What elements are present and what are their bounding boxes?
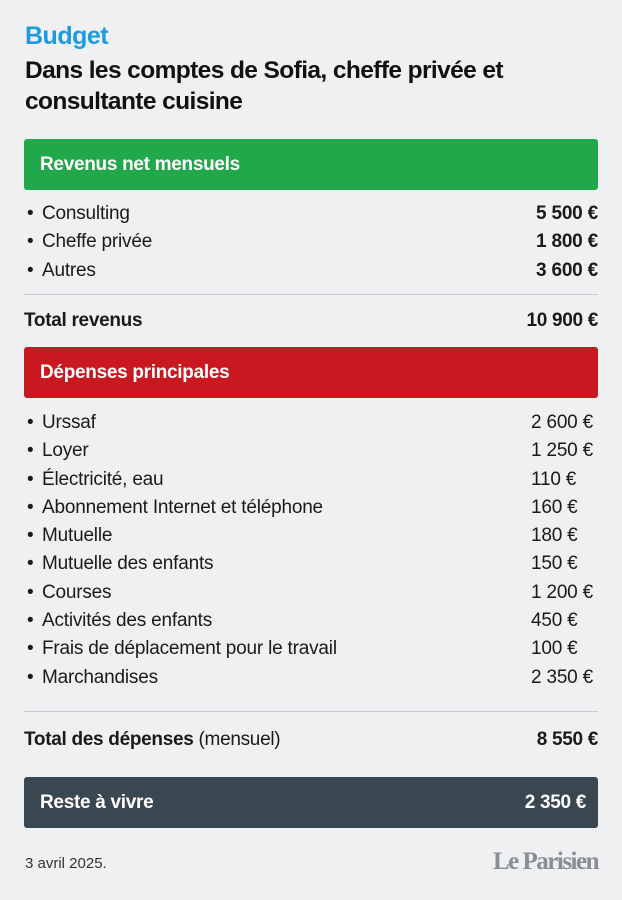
item-amount: 1 200 €: [531, 581, 593, 603]
expenses-heading: Dépenses principales: [40, 361, 230, 383]
list-item: [24, 437, 598, 465]
income-heading: Revenus net mensuels: [40, 153, 240, 175]
page-title: Dans les comptes de Sofia, cheffe privée et consultante cuisine: [25, 57, 503, 115]
item-amount: 160 €: [531, 496, 578, 518]
item-label: Frais de déplacement pour le travail: [42, 638, 337, 660]
expenses-list: [24, 409, 598, 692]
expenses-total-row: [24, 726, 598, 754]
publication-date: 3 avril 2025.: [25, 855, 107, 872]
bullet-icon: •: [27, 412, 34, 433]
item-label: Abonnement Internet et téléphone: [42, 496, 323, 518]
remainder-label: Reste à vivre: [40, 792, 154, 813]
item-label: Mutuelle des enfants: [42, 553, 214, 575]
list-item: [24, 550, 598, 578]
item-amount: 1 800 €: [536, 231, 598, 253]
divider: [24, 711, 598, 712]
list-item: [24, 635, 598, 663]
bullet-icon: •: [27, 468, 34, 490]
income-total-amount: 10 900 €: [526, 310, 598, 331]
list-item: [24, 664, 598, 692]
bullet-icon: •: [27, 259, 34, 281]
item-amount: 450 €: [531, 610, 578, 632]
bullet-icon: •: [27, 610, 34, 632]
divider: [24, 294, 598, 295]
item-label: Mutuelle: [42, 525, 113, 547]
remainder-amount: 2 350 €: [524, 792, 586, 813]
bullet-icon: •: [27, 231, 34, 253]
expenses-total-suffix: (mensuel): [198, 729, 281, 750]
income-heading-band: [24, 139, 598, 190]
expenses-total-label: Total des dépenses: [24, 729, 194, 750]
item-label: Électricité, eau: [42, 468, 164, 490]
bullet-icon: •: [27, 496, 34, 518]
item-label: Marchandises: [42, 666, 158, 688]
item-label: Autres: [42, 259, 96, 281]
item-label: Urssaf: [42, 412, 96, 433]
list-item: [24, 522, 598, 550]
list-item: [24, 257, 598, 285]
income-total-row: [24, 307, 598, 335]
item-label: Consulting: [42, 203, 130, 224]
bullet-icon: •: [27, 525, 34, 547]
item-amount: 1 250 €: [531, 440, 593, 462]
income-list: [24, 200, 598, 285]
bullet-icon: •: [27, 581, 34, 603]
bullet-icon: •: [27, 203, 34, 224]
income-total-label: Total revenus: [24, 310, 143, 331]
item-amount: 3 600 €: [536, 259, 598, 281]
item-amount: 2 600 €: [531, 412, 593, 433]
bullet-icon: •: [27, 440, 34, 462]
item-label: Courses: [42, 581, 112, 603]
le-parisien-logo: Le Parisien: [492, 848, 598, 875]
bullet-icon: •: [27, 666, 34, 688]
item-amount: 110 €: [531, 468, 577, 490]
item-label: Loyer: [42, 440, 89, 462]
list-item: [24, 494, 598, 522]
item-amount: 150 €: [531, 553, 578, 575]
kicker: Budget: [25, 22, 109, 50]
list-item: [24, 607, 598, 635]
list-item: [24, 579, 598, 607]
item-amount: 100 €: [531, 638, 578, 660]
expenses-heading-band: [24, 347, 598, 398]
list-item: [24, 200, 598, 228]
bullet-icon: •: [27, 638, 34, 660]
item-amount: 2 350 €: [531, 666, 593, 688]
bullet-icon: •: [27, 553, 34, 575]
item-amount: 180 €: [531, 525, 578, 547]
list-item: [24, 228, 598, 256]
item-label: Cheffe privée: [42, 231, 153, 253]
item-label: Activités des enfants: [42, 610, 213, 632]
list-item: [24, 466, 598, 494]
remainder-band: [24, 777, 598, 828]
item-amount: 5 500 €: [536, 203, 598, 224]
list-item: [24, 409, 598, 437]
expenses-total-amount: 8 550 €: [536, 729, 598, 750]
